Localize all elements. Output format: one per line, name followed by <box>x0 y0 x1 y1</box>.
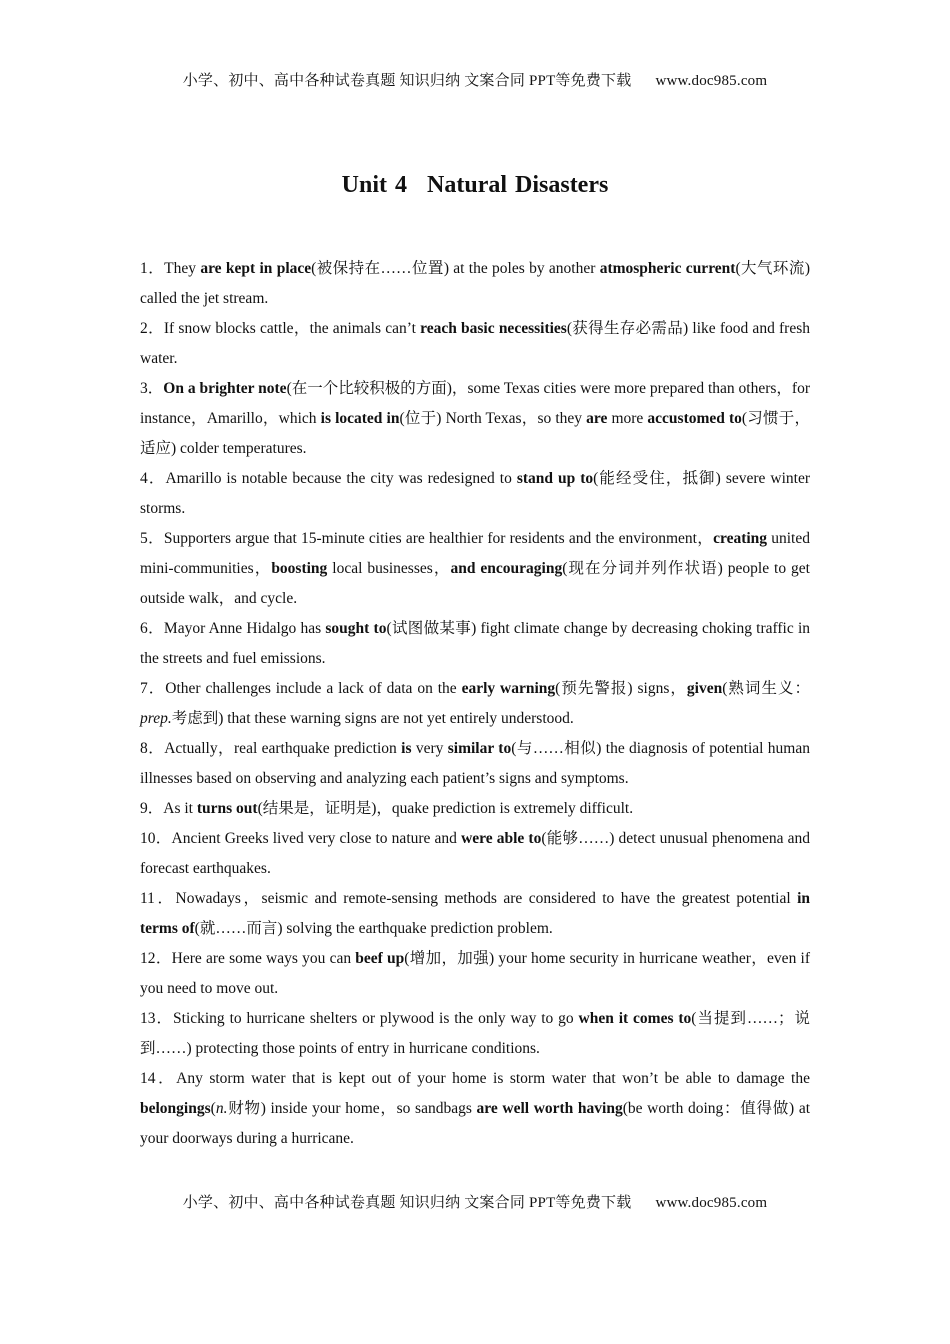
key-phrase: belongings <box>140 1100 211 1117</box>
sentence-item <box>140 614 810 674</box>
sentence-text: Here are some ways you can <box>171 950 356 967</box>
sentence-item <box>140 254 810 314</box>
sentence-text: Actually，real earthquake prediction <box>164 740 402 757</box>
sentence-text: local businesses， <box>327 560 451 577</box>
sentence-text: very <box>411 740 448 757</box>
sentence-text: (能经受住，抵御) severe winter storms. <box>140 470 810 517</box>
sentence-item <box>140 524 810 614</box>
sentence-text: (当提到……；说到……) protecting those points of entry in hurricane conditions. <box>140 1010 810 1057</box>
sentence-item <box>140 374 810 464</box>
sentence-text: (被保持在……位置) at the poles by another <box>311 260 600 277</box>
item-number: 6． <box>140 620 164 637</box>
key-phrase: beef up <box>355 950 405 967</box>
sentence-text: They <box>164 260 201 277</box>
sentence-text: united mini-communities， <box>140 530 810 577</box>
key-phrase: in terms of <box>140 890 810 937</box>
part-of-speech: prep. <box>140 710 172 727</box>
header-site-link[interactable]: www.doc985.com <box>655 73 768 89</box>
sentence-text: As it <box>163 800 197 817</box>
item-number: 4． <box>140 470 166 487</box>
item-number: 12． <box>140 950 172 967</box>
item-number: 7． <box>140 680 166 697</box>
key-phrase: when it comes to <box>578 1010 692 1027</box>
sentence-text: Nowadays，seismic and remote-sensing methods are considered to have the greatest potential <box>175 890 798 907</box>
unit-number: Unit 4 <box>341 172 408 198</box>
key-phrase: creating <box>713 530 768 547</box>
item-number: 8． <box>140 740 165 757</box>
sentence-text: (在一个比较积极的方面)，some Texas cities were more prepared than others，for instance，Amarillo，which <box>140 380 810 427</box>
sentence-text: If snow blocks cattle，the animals can’t <box>163 320 421 337</box>
key-phrase: are well worth having <box>476 1100 623 1117</box>
sentence-item <box>140 674 810 734</box>
key-phrase: were able to <box>461 830 542 847</box>
key-phrase: On a brighter note <box>163 380 287 397</box>
sentence-item <box>140 794 810 824</box>
sentence-text: (增加，加强) your home security in hurricane weather，even if you need to move out. <box>140 950 810 997</box>
sentence-item <box>140 884 810 944</box>
key-phrase: similar to <box>447 740 512 757</box>
sentence-text: Amarillo is notable because the city was redesigned to <box>165 470 517 487</box>
sentence-item <box>140 824 810 884</box>
item-number: 11． <box>140 890 176 907</box>
page-title <box>0 172 950 199</box>
key-phrase: are <box>586 410 608 427</box>
item-number: 14． <box>140 1070 177 1087</box>
sentence-text: Any storm water that is kept out of your home is storm water that won’t be able to damage the <box>176 1070 810 1087</box>
key-phrase: is located in <box>320 410 400 427</box>
key-phrase: stand up to <box>516 470 594 487</box>
sentence-text: Mayor Anne Hidalgo has <box>163 620 326 637</box>
sentence-text: (试图做某事) fight climate change by decreasing choking traffic in the streets and fuel emissions. <box>140 620 810 667</box>
sentence-text: 财物) inside your home，so sandbags <box>227 1100 477 1117</box>
page-header <box>0 69 950 90</box>
sentence-text: ( <box>210 1100 216 1117</box>
footer-text: 小学、初中、高中各种试卷真题 知识归纳 文案合同 PPT等免费下载 <box>182 1195 632 1211</box>
unit-name: Natural Disasters <box>427 172 609 198</box>
item-number: 2． <box>140 320 164 337</box>
page-footer <box>0 1191 950 1212</box>
footer-site-link[interactable]: www.doc985.com <box>655 1195 768 1211</box>
key-phrase: turns out <box>196 800 258 817</box>
item-number: 5． <box>140 530 164 547</box>
key-phrase: are kept in place <box>200 260 312 277</box>
header-text: 小学、初中、高中各种试卷真题 知识归纳 文案合同 PPT等免费下载 <box>182 73 632 89</box>
key-phrase: early warning <box>461 680 556 697</box>
sentence-text: more <box>607 410 648 427</box>
sentence-text: (大气环流) called the jet stream. <box>140 260 810 307</box>
sentence-text: (be worth doing：值得做) at your doorways during a hurricane. <box>140 1100 811 1147</box>
sentence-text: (习惯于，适应) colder temperatures. <box>140 410 810 457</box>
sentence-text: Other challenges include a lack of data on the <box>165 680 462 697</box>
key-phrase: atmospheric current <box>599 260 736 277</box>
sentence-text: (预先警报) signs， <box>555 680 687 697</box>
sentence-item <box>140 314 810 374</box>
key-phrase: accustomed to <box>647 410 742 427</box>
sentence-item <box>140 1064 810 1154</box>
sentence-text: (能够……) detect unusual phenomena and forecast earthquakes. <box>140 830 810 877</box>
sentence-text: (与……相似) the diagnosis of potential human illnesses based on observing and analyzing each patient’s signs and symptoms. <box>140 740 810 787</box>
sentence-text: Supporters argue that 15-minute cities are healthier for residents and the environment， <box>163 530 714 547</box>
key-phrase: is <box>401 740 412 757</box>
key-phrase: reach basic necessities <box>420 320 567 337</box>
item-number: 9． <box>140 800 164 817</box>
item-number: 1． <box>140 260 165 277</box>
sentence-item <box>140 734 810 794</box>
sentence-text: (现在分词并列作状语) people to get outside walk，and cycle. <box>140 560 810 607</box>
part-of-speech: n. <box>215 1100 228 1117</box>
sentence-text: Ancient Greeks lived very close to nature and <box>171 830 462 847</box>
item-number: 3． <box>140 380 164 397</box>
sentence-text: (结果是，证明是)，quake prediction is extremely difficult. <box>257 800 634 817</box>
sentence-text: (获得生存必需品) like food and fresh water. <box>140 320 810 367</box>
key-phrase: sought to <box>325 620 387 637</box>
key-phrase: boosting <box>271 560 328 577</box>
item-number: 10． <box>140 830 172 847</box>
sentence-item <box>140 464 810 524</box>
sentence-text: Sticking to hurricane shelters or plywood is the only way to go <box>173 1010 579 1027</box>
item-number: 13． <box>140 1010 174 1027</box>
sentence-list <box>140 254 810 1154</box>
sentence-text: 考虑到) that these warning signs are not yet entirely understood. <box>171 710 574 727</box>
key-phrase: and encouraging <box>450 560 563 577</box>
sentence-text: (就……而言) solving the earthquake prediction problem. <box>194 920 553 937</box>
key-phrase: given <box>686 680 723 697</box>
sentence-text: (熟词生义： <box>722 680 810 697</box>
sentence-item <box>140 944 810 1004</box>
sentence-item <box>140 1004 810 1064</box>
sentence-text: (位于) North Texas，so they <box>399 410 587 427</box>
